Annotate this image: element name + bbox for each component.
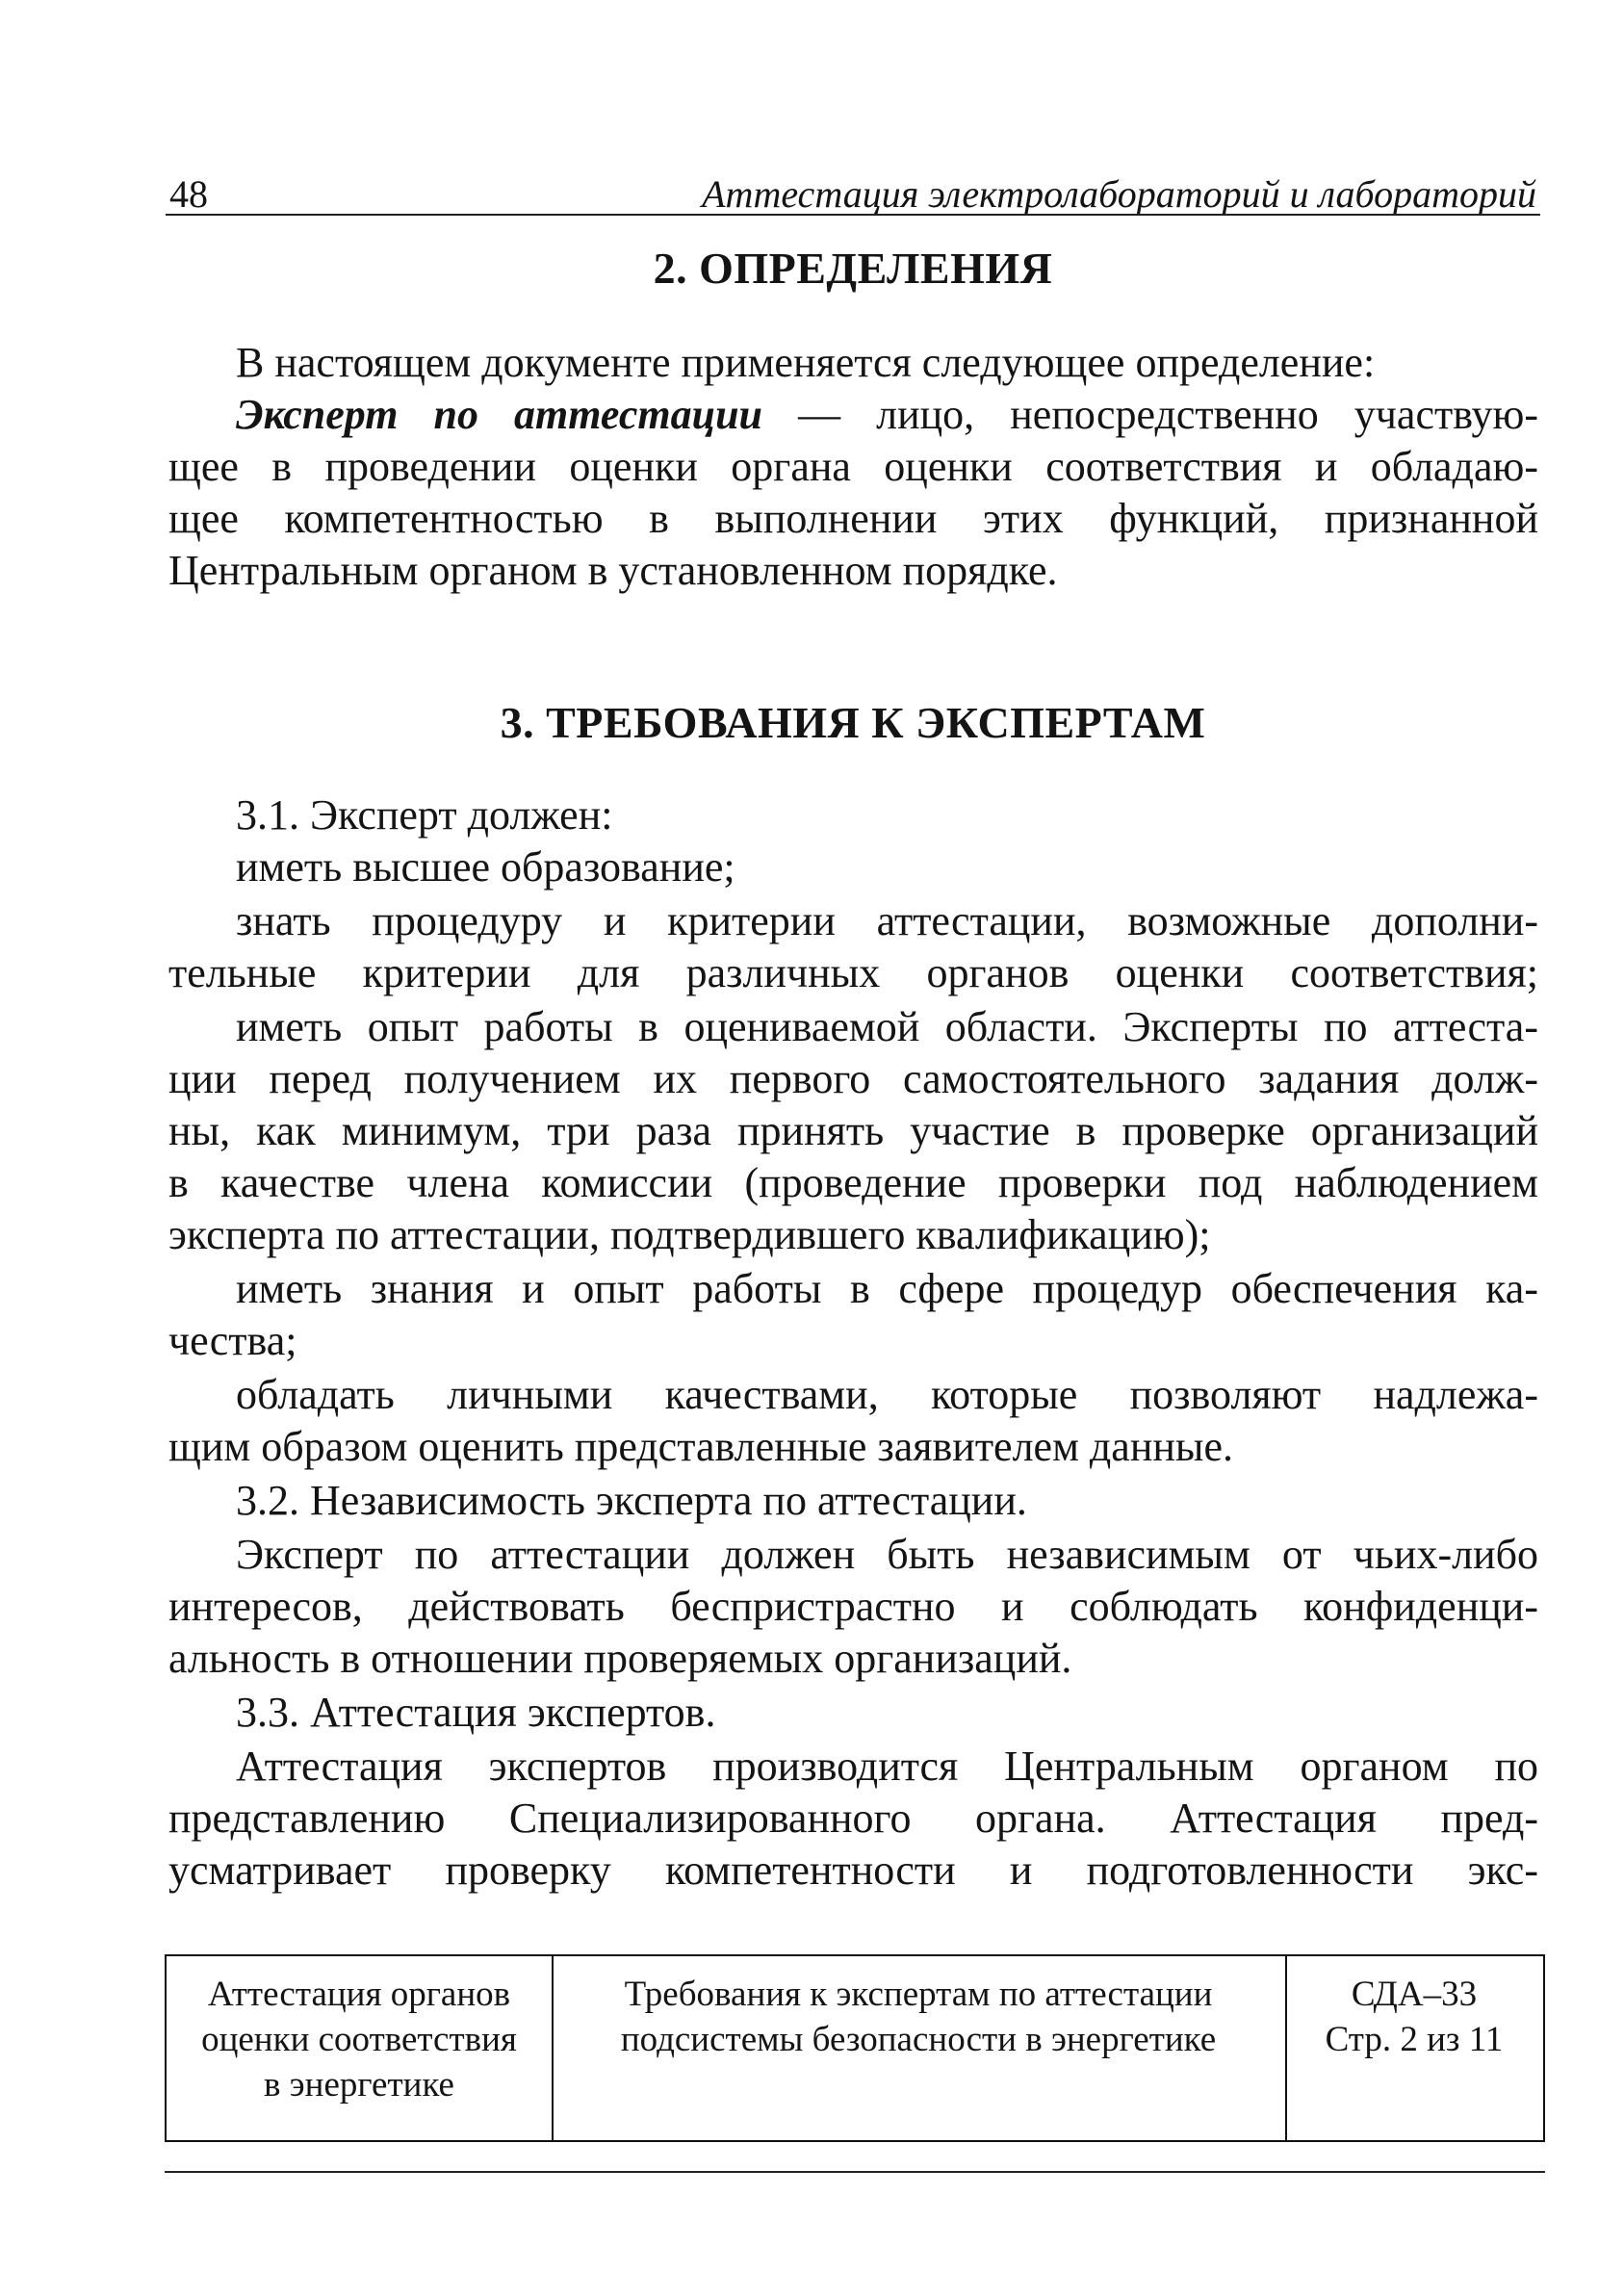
definition-line: Центральным органом в установленном порядке.: [168, 547, 1058, 594]
paragraph-line: интересов, действовать беспристрастно и соблюдать конфиденци-: [168, 1583, 1538, 1630]
paragraph-line: 3.1. Эксперт должен:: [236, 791, 613, 839]
paragraph-line: знать процедуру и критерии аттестации, возможные дополни-: [236, 897, 1538, 944]
definition-first-line: [236, 389, 1538, 441]
paragraph-line: альность в отношении проверяемых организаций.: [168, 1635, 1072, 1682]
paragraph-line: усматривает проверку компетентности и подготовленности экс-: [168, 1847, 1538, 1894]
section-3-title: 3. ТРЕБОВАНИЯ К ЭКСПЕРТАМ: [500, 698, 1206, 747]
paragraph-line: ции перед получением их первого самостоятельного задания долж-: [168, 1055, 1538, 1102]
page-number: 48: [169, 172, 208, 216]
defined-term: Эксперт по аттестации: [236, 391, 763, 438]
paragraph-line: тельные критерии для различных органов оценки соответствия;: [168, 949, 1538, 996]
page-header: [166, 166, 1540, 216]
footer-cell-line: подсистемы безопасности в энергетике: [620, 2020, 1217, 2059]
paragraph-line: иметь опыт работы в оцениваемой области. Эксперты по аттеста-: [236, 1003, 1538, 1050]
paragraph-line: в качестве члена комиссии (проведение проверки под наблюдением: [168, 1159, 1538, 1206]
header-divider: [166, 214, 1540, 216]
definition-line: щее в проведении оценки органа оценки соответствия и обладаю-: [168, 443, 1538, 490]
paragraph-line: представлению Специализированного органа. Аттестация пред-: [168, 1795, 1538, 1842]
footer-cell-line: оценки соответствия: [201, 2020, 517, 2059]
document-footer-table: [165, 1954, 1545, 2142]
footer-cell-organization: [167, 1956, 554, 2140]
page-count: Стр. 2 из 11: [1325, 2020, 1504, 2059]
paragraph-line: 3.3. Аттестация экспертов.: [236, 1689, 716, 1736]
footer-divider: [165, 2171, 1545, 2173]
paragraph-line: иметь высшее образование;: [236, 843, 735, 891]
footer-cell-line: в энергетике: [264, 2065, 454, 2105]
footer-cell-document-title: [552, 1956, 1287, 2140]
paragraph-line: Эксперт по аттестации должен быть независимым от чьих-либо: [236, 1531, 1538, 1578]
definition-line: щее компетентностью в выполнении этих функций, признанной: [168, 495, 1538, 542]
document-code: СДА–33: [1351, 1975, 1478, 2014]
paragraph-line: 3.2. Независимость эксперта по аттестации.: [236, 1477, 1027, 1524]
paragraph-line: чества;: [168, 1317, 297, 1364]
running-title: Аттестация электролабораторий и лабораторий: [702, 172, 1536, 216]
definition-text: — лицо, непосредственно участвую-: [798, 391, 1538, 438]
paragraph-line: эксперта по аттестации, подтвердившего квалификацию);: [168, 1211, 1211, 1258]
paragraph-line: обладать личными качествами, которые позволяют надлежа-: [236, 1371, 1538, 1418]
paragraph-line: Аттестация экспертов производится Центральным органом по: [236, 1743, 1538, 1790]
footer-cell-code: [1285, 1956, 1543, 2140]
footer-cell-line: Аттестация органов: [207, 1975, 511, 2014]
definition-intro: В настоящем документе применяется следующее определение:: [236, 339, 1376, 386]
paragraph-line: иметь знания и опыт работы в сфере процедур обеспечения ка-: [236, 1265, 1538, 1312]
paragraph-line: щим образом оценить представленные заявителем данные.: [168, 1423, 1234, 1470]
footer-cell-line: Требования к экспертам по аттестации: [624, 1975, 1213, 2014]
section-2-title: 2. ОПРЕДЕЛЕНИЯ: [653, 244, 1053, 293]
paragraph-line: ны, как минимум, три раза принять участие в проверке организаций: [168, 1107, 1538, 1154]
